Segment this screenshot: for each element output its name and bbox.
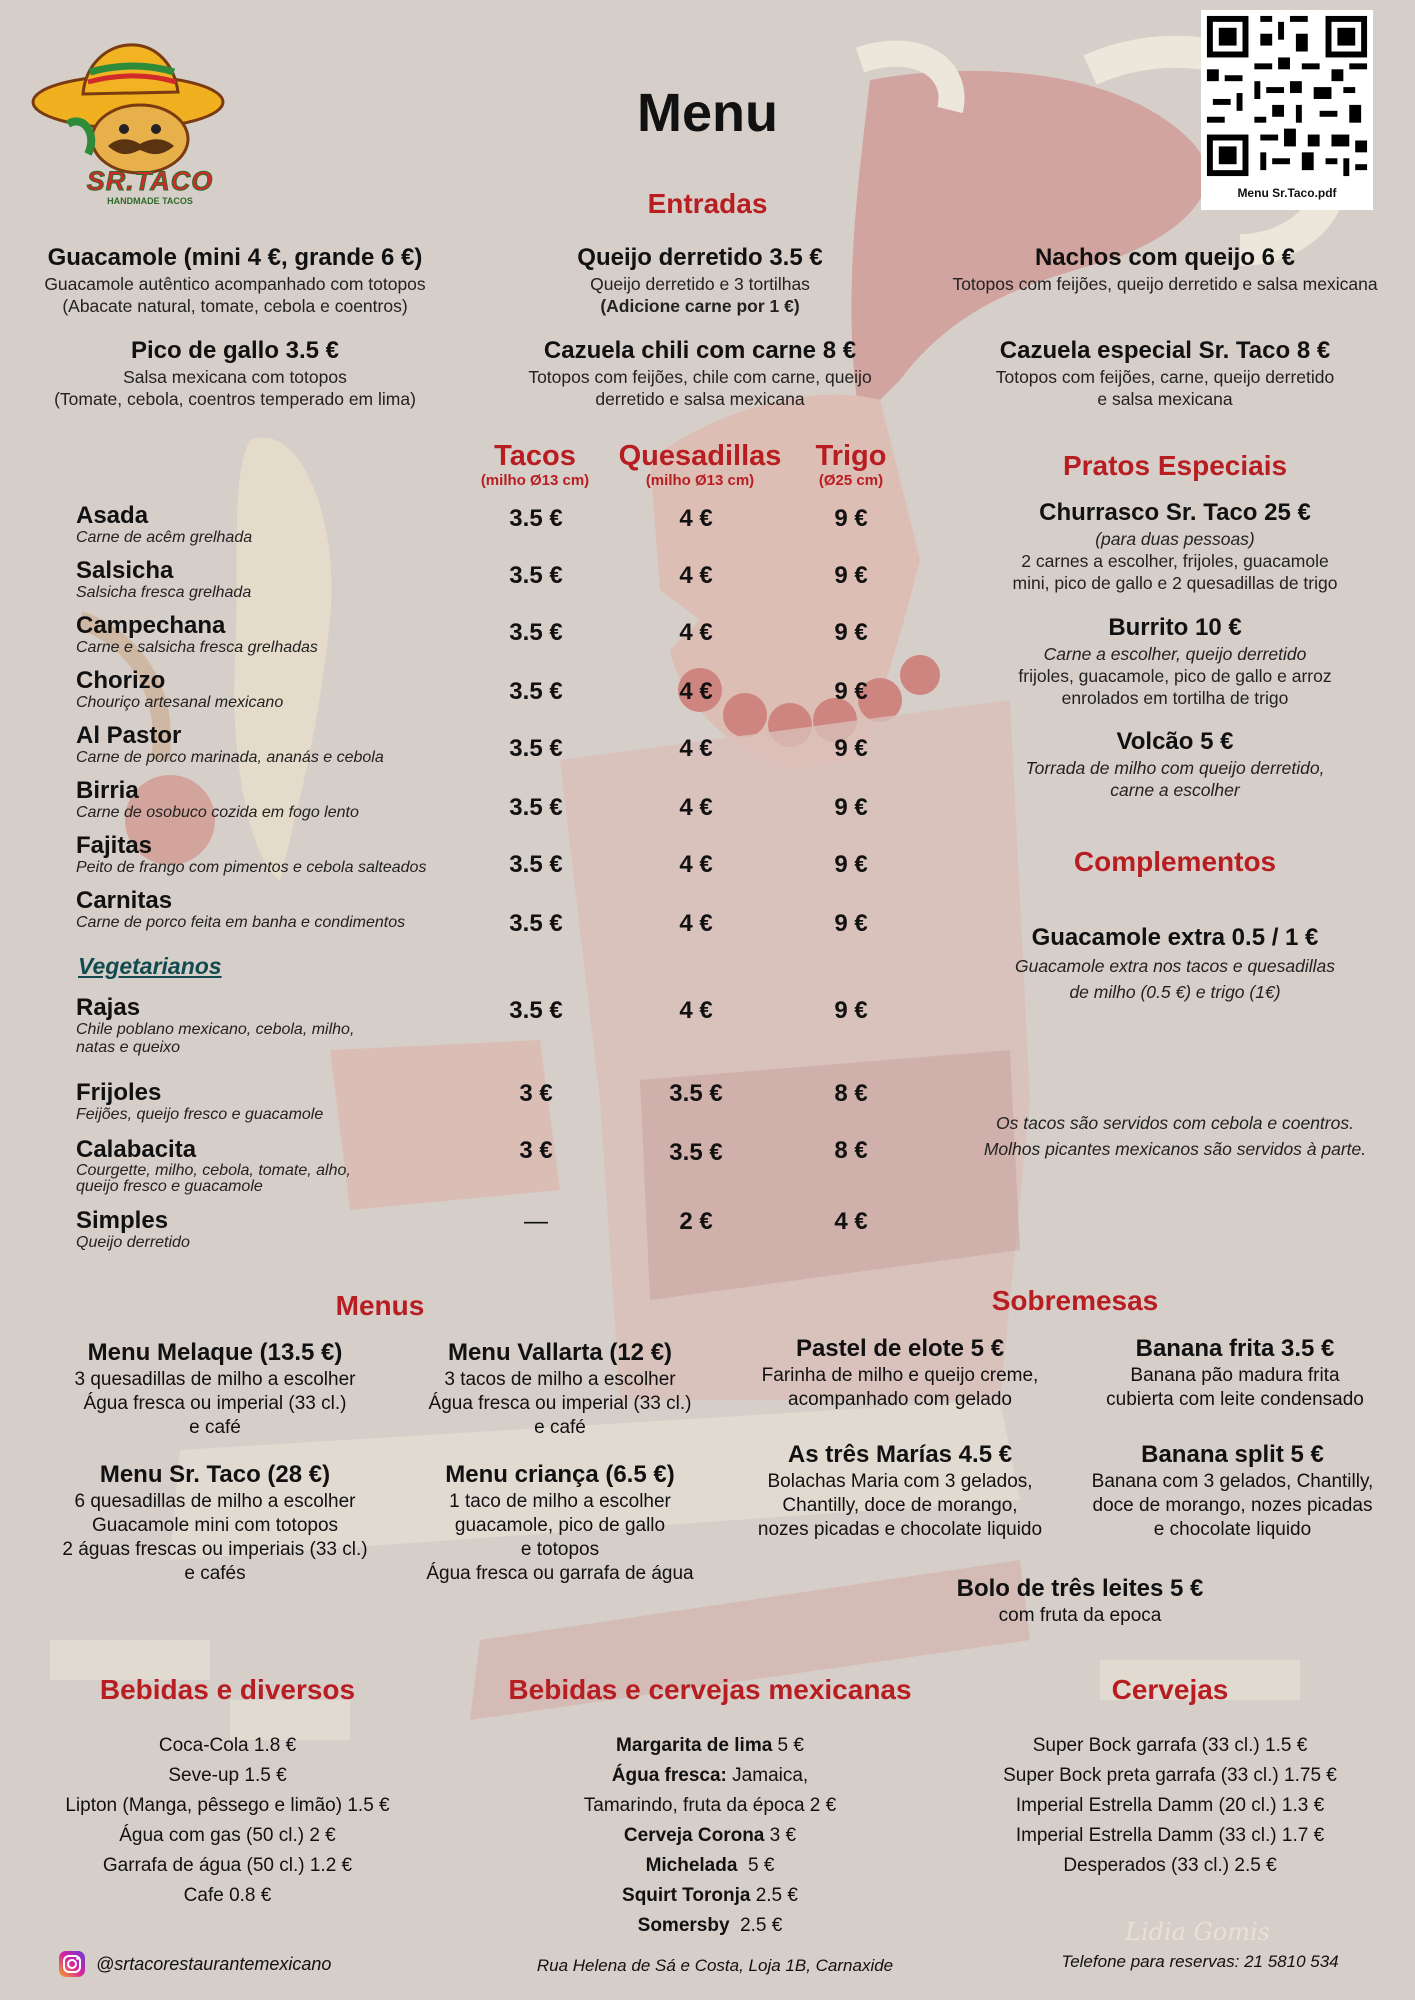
taco-name: Campechana xyxy=(76,612,226,639)
taco-row-campechana xyxy=(76,613,896,663)
taco-name: Asada xyxy=(76,502,149,529)
menu-name: Menu criança (6.5 €) xyxy=(445,1461,675,1488)
drink-name: Cerveja Corona xyxy=(623,1825,765,1846)
menus-heading: Menus xyxy=(335,1290,425,1321)
price-tacos: — xyxy=(524,1208,548,1235)
taco-desc: Peito de frango com pimentos e cebola salteados xyxy=(76,859,427,876)
sobremesa-desc: acompanhado com gelado xyxy=(788,1389,1012,1410)
taco-row-fajitas xyxy=(76,833,896,883)
menu-desc: Água fresca ou garrafa de água xyxy=(426,1563,694,1584)
price-trigo: 8 € xyxy=(834,1137,868,1164)
menu-desc: e café xyxy=(534,1417,586,1438)
menu-vallarta xyxy=(390,1338,730,1440)
sobremesa-desc: com fruta da epoca xyxy=(998,1605,1162,1626)
drink-price: Jamaica, xyxy=(726,1765,809,1786)
menu-desc: 3 tacos de milho a escolher xyxy=(444,1369,676,1390)
taco-name: Fajitas xyxy=(76,832,153,859)
taco-desc: Carne de porco marinada, ananás e cebola xyxy=(76,749,384,766)
col-title: Tacos xyxy=(494,440,576,472)
mexicana-item xyxy=(480,1911,940,1941)
sobremesa-desc: e chocolate liquido xyxy=(1153,1519,1312,1540)
instagram-text: @srtacorestaurantemexicano xyxy=(96,1953,332,1974)
price-tacos: 3.5 € xyxy=(509,562,563,589)
sobremesa-bolo xyxy=(880,1574,1280,1628)
mexicana-item xyxy=(480,1731,940,1761)
entrada-cazuela-especial xyxy=(930,336,1400,410)
price-tacos: 3.5 € xyxy=(509,505,563,532)
taco-name: Chorizo xyxy=(76,667,166,694)
especial-name: Volcão 5 € xyxy=(1116,728,1234,755)
entrada-name: Queijo derretido 3.5 € xyxy=(577,244,823,271)
menu-desc: Água fresca ou imperial (33 cl.) xyxy=(428,1393,692,1414)
taco-desc: Chouriço artesanal mexicano xyxy=(76,694,284,711)
drink-name: Michelada xyxy=(645,1855,738,1876)
price-quesadillas: 4 € xyxy=(679,997,713,1024)
taco-name: Salsicha xyxy=(76,557,174,584)
taco-desc: Carne de osobuco cozida em fogo lento xyxy=(76,804,359,821)
especial-desc: 2 carnes a escolher, frijoles, guacamole xyxy=(1021,551,1329,571)
entrada-desc: (Abacate natural, tomate, cebola e coentros) xyxy=(62,296,408,316)
mexicanas-list xyxy=(480,1731,940,1941)
logo xyxy=(28,14,238,214)
entrada-desc: Queijo derretido e 3 tortilhas xyxy=(590,274,810,294)
menu-melaque xyxy=(20,1338,410,1440)
complementos-heading: Complementos xyxy=(1073,846,1277,877)
col-title: Trigo xyxy=(815,440,887,472)
taco-row-asada xyxy=(76,503,896,553)
price-trigo: 9 € xyxy=(834,735,868,762)
drink-price: 2.5 € xyxy=(729,1915,783,1936)
note-line: Molhos picantes mexicanos são servidos à parte. xyxy=(983,1139,1367,1159)
sobremesas-heading: Sobremesas xyxy=(991,1285,1159,1316)
entrada-guacamole xyxy=(20,243,450,317)
bebida-item: Coca-Cola 1.8 € xyxy=(158,1735,297,1756)
mexicana-item xyxy=(480,1851,940,1881)
price-tacos: 3.5 € xyxy=(509,678,563,705)
entrada-desc: (Tomate, cebola, coentros temperado em lima) xyxy=(54,389,416,409)
complemento-desc: Guacamole extra nos tacos e quesadillas xyxy=(1014,956,1336,976)
entrada-queijo xyxy=(480,243,920,317)
mexicana-item xyxy=(480,1881,940,1911)
mexicana-item xyxy=(480,1791,940,1821)
sobremesa-name: Banana split 5 € xyxy=(1141,1441,1324,1468)
menu-sr-taco xyxy=(20,1460,410,1586)
note-line: Os tacos são servidos com cebola e coentros. xyxy=(996,1113,1354,1133)
price-quesadillas: 4 € xyxy=(679,794,713,821)
price-tacos: 3.5 € xyxy=(509,735,563,762)
entrada-desc: e salsa mexicana xyxy=(1097,389,1233,409)
bebida-item: Água com gas (50 cl.) 2 € xyxy=(119,1825,336,1846)
sobremesa-desc: cubierta com leite condensado xyxy=(1106,1389,1364,1410)
entrada-name: Cazuela especial Sr. Taco 8 € xyxy=(999,337,1331,364)
price-quesadillas: 4 € xyxy=(679,851,713,878)
price-tacos: 3 € xyxy=(519,1137,553,1164)
especiais-heading: Pratos Especiais xyxy=(1062,450,1288,481)
serving-note xyxy=(940,1110,1410,1162)
price-quesadillas: 4 € xyxy=(679,678,713,705)
price-trigo: 8 € xyxy=(834,1080,868,1107)
mexicanas-heading: Bebidas e cervejas mexicanas xyxy=(508,1674,912,1705)
menu-desc: e totopos xyxy=(520,1539,600,1560)
entrada-name: Nachos com queijo 6 € xyxy=(1034,244,1296,271)
drink-price: 5 € xyxy=(737,1855,775,1876)
bebida-item: Seve-up 1.5 € xyxy=(168,1765,287,1786)
entrada-cazuela-chili xyxy=(480,336,920,410)
taco-row-carnitas xyxy=(76,888,896,938)
price-quesadillas: 3.5 € xyxy=(669,1139,723,1166)
cerveja-item: Super Bock preta garrafa (33 cl.) 1.75 € xyxy=(1003,1765,1337,1786)
bebida-item: Garrafa de água (50 cl.) 1.2 € xyxy=(102,1855,353,1876)
entradas-heading: Entradas xyxy=(647,188,768,219)
taco-name: Simples xyxy=(76,1207,169,1234)
cerveja-item: Super Bock garrafa (33 cl.) 1.5 € xyxy=(1032,1735,1308,1756)
especial-desc: Torrada de milho com queijo derretido, xyxy=(1025,758,1325,778)
col-header-quesadillas xyxy=(610,440,790,489)
complemento-desc: de milho (0.5 €) e trigo (1€) xyxy=(1069,982,1281,1002)
taco-desc: queijo fresco e guacamole xyxy=(76,1178,263,1195)
taco-name: Al Pastor xyxy=(76,722,182,749)
menu-desc: guacamole, pico de gallo xyxy=(454,1515,666,1536)
price-quesadillas: 4 € xyxy=(679,735,713,762)
qr-icon xyxy=(1201,10,1373,182)
mexicana-item xyxy=(480,1821,940,1851)
logo-text: SR.TACO xyxy=(86,166,214,196)
entrada-desc: (Adicione carne por 1 €) xyxy=(600,296,800,316)
logo-subtext: HANDMADE TACOS xyxy=(107,196,193,206)
sobremesa-name: As três Marías 4.5 € xyxy=(787,1441,1013,1468)
taco-row-simples xyxy=(76,1208,896,1258)
sobremesa-name: Bolo de três leites 5 € xyxy=(956,1575,1204,1602)
especial-desc: frijoles, guacamole, pico de gallo e arroz xyxy=(1018,666,1332,686)
menu-name: Menu Vallarta (12 €) xyxy=(447,1339,673,1366)
sobremesa-desc: Bolachas Maria com 3 gelados, xyxy=(767,1471,1033,1492)
cerveja-item: Imperial Estrella Damm (20 cl.) 1.3 € xyxy=(1015,1795,1325,1816)
entrada-name: Cazuela chili com carne 8 € xyxy=(543,337,857,364)
price-trigo: 9 € xyxy=(834,562,868,589)
especial-desc: carne a escolher xyxy=(1110,780,1240,800)
col-title: Quesadillas xyxy=(618,440,782,472)
col-sub: (milho Ø13 cm) xyxy=(645,472,755,489)
drink-price: Tamarindo, fruta da época 2 € xyxy=(583,1795,837,1816)
price-trigo: 9 € xyxy=(834,794,868,821)
taco-desc: Feijões, queijo fresco e guacamole xyxy=(76,1106,324,1123)
especial-desc: enrolados em tortilha de trigo xyxy=(1061,688,1289,708)
sobremesa-desc: doce de morango, nozes picadas xyxy=(1092,1495,1373,1516)
col-header-trigo xyxy=(800,440,902,489)
sobremesa-desc: Banana com 3 gelados, Chantilly, xyxy=(1091,1471,1374,1492)
taco-row-frijoles xyxy=(76,1080,896,1130)
drink-price: 2.5 € xyxy=(750,1885,798,1906)
cerveja-item: Imperial Estrella Damm (33 cl.) 1.7 € xyxy=(1015,1825,1325,1846)
sobremesa-desc: Chantilly, doce de morango, xyxy=(782,1495,1018,1516)
taco-row-calabacita xyxy=(76,1137,896,1197)
menu-desc: e café xyxy=(189,1417,241,1438)
price-quesadillas: 3.5 € xyxy=(669,1080,723,1107)
entrada-desc: Totopos com feijões, carne, queijo derretido xyxy=(995,367,1335,387)
sobremesa-tres-marias xyxy=(730,1440,1070,1542)
sobremesa-banana-split xyxy=(1060,1440,1405,1542)
taco-desc: Courgette, milho, cebola, tomate, alho, xyxy=(76,1162,351,1179)
taco-row-salsicha xyxy=(76,558,896,608)
taco-name: Rajas xyxy=(76,994,141,1021)
entrada-name: Pico de gallo 3.5 € xyxy=(130,337,340,364)
price-quesadillas: 4 € xyxy=(679,910,713,937)
drink-price: 5 € xyxy=(772,1735,804,1756)
cerveja-item: Desperados (33 cl.) 2.5 € xyxy=(1063,1855,1277,1876)
price-trigo: 9 € xyxy=(834,619,868,646)
cervejas-heading: Cervejas xyxy=(1111,1674,1229,1705)
bebidas-heading: Bebidas e diversos xyxy=(99,1674,356,1705)
drink-name: Squirt Toronja xyxy=(622,1885,751,1906)
price-quesadillas: 4 € xyxy=(679,505,713,532)
entrada-pico xyxy=(20,336,450,410)
taco-name: Calabacita xyxy=(76,1136,197,1163)
taco-row-birria xyxy=(76,778,896,828)
price-trigo: 9 € xyxy=(834,505,868,532)
price-trigo: 9 € xyxy=(834,910,868,937)
entrada-name: Guacamole (mini 4 €, grande 6 €) xyxy=(47,244,423,271)
bebida-item: Lipton (Manga, pêssego e limão) 1.5 € xyxy=(65,1795,390,1816)
especial-name: Churrasco Sr. Taco 25 € xyxy=(1039,499,1311,526)
price-tacos: 3.5 € xyxy=(509,619,563,646)
price-quesadillas: 4 € xyxy=(679,619,713,646)
menu-desc: Guacamole mini com totopos xyxy=(91,1515,339,1536)
drink-price: 3 € xyxy=(764,1825,797,1846)
price-tacos: 3.5 € xyxy=(509,794,563,821)
taco-desc: Carne e salsicha fresca grelhadas xyxy=(76,639,318,656)
taco-desc: Chile poblano mexicano, cebola, milho, xyxy=(76,1021,355,1038)
menu-desc: 3 quesadillas de milho a escolher xyxy=(74,1369,356,1390)
col-header-tacos xyxy=(470,440,600,489)
menu-name: Menu Melaque (13.5 €) xyxy=(87,1339,343,1366)
footer-address: Rua Helena de Sá e Costa, Loja 1B, Carnaxide xyxy=(536,1956,894,1975)
artist-signature: Lidia Gomis xyxy=(1125,1918,1270,1946)
drink-name: Margarita de lima xyxy=(616,1735,773,1756)
sobremesa-banana-frita xyxy=(1070,1334,1400,1412)
instagram-handle[interactable] xyxy=(58,1950,331,1978)
especial-desc: (para duas pessoas) xyxy=(1095,529,1255,549)
menu-desc: 2 águas frescas ou imperiais (33 cl.) xyxy=(62,1539,368,1560)
bebidas-list xyxy=(20,1731,435,1911)
sobremesa-name: Pastel de elote 5 € xyxy=(795,1335,1005,1362)
taco-name: Birria xyxy=(76,777,139,804)
taco-desc: natas e queixo xyxy=(76,1039,181,1056)
qr-caption: Menu Sr.Taco.pdf xyxy=(1237,186,1337,200)
sobremesa-name: Banana frita 3.5 € xyxy=(1135,1335,1335,1362)
col-sub: (milho Ø13 cm) xyxy=(480,472,590,489)
footer-phone: Telefone para reservas: 21 5810 534 xyxy=(1061,1952,1339,1971)
sobremesa-desc: Banana pão madura frita xyxy=(1130,1365,1340,1386)
vegetarianos-heading: Vegetarianos xyxy=(78,953,222,979)
price-tacos: 3.5 € xyxy=(509,997,563,1024)
menu-name: Menu Sr. Taco (28 €) xyxy=(99,1461,331,1488)
complemento-name: Guacamole extra 0.5 / 1 € xyxy=(1031,924,1319,951)
especial-volcao xyxy=(960,727,1390,801)
price-trigo: 9 € xyxy=(834,678,868,705)
menu-crianca xyxy=(390,1460,730,1586)
especial-churrasco xyxy=(960,498,1390,594)
taco-row-chorizo xyxy=(76,668,896,718)
price-quesadillas: 4 € xyxy=(679,562,713,589)
complemento-guacamole xyxy=(960,923,1390,1005)
instagram-icon xyxy=(58,1950,86,1978)
entrada-desc: Totopos com feijões, queijo derretido e salsa mexicana xyxy=(952,274,1378,294)
entrada-desc: Guacamole autêntico acompanhado com totopos xyxy=(44,274,426,294)
especial-desc: mini, pico de gallo e 2 quesadillas de trigo xyxy=(1012,573,1338,593)
especial-name: Burrito 10 € xyxy=(1108,614,1242,641)
drink-name: Água fresca: xyxy=(611,1765,727,1786)
taco-name: Frijoles xyxy=(76,1079,162,1106)
price-tacos: 3.5 € xyxy=(509,851,563,878)
especial-burrito xyxy=(960,613,1390,709)
price-trigo: 9 € xyxy=(834,997,868,1024)
qr-code[interactable] xyxy=(1201,10,1373,210)
cervejas-list xyxy=(950,1731,1390,1881)
price-quesadillas: 2 € xyxy=(679,1208,713,1235)
bebida-item: Cafe 0.8 € xyxy=(183,1885,272,1906)
sobremesa-desc: nozes picadas e chocolate liquido xyxy=(757,1519,1043,1540)
taco-desc: Carne de porco feita em banha e condimentos xyxy=(76,914,406,931)
taco-row-rajas xyxy=(76,995,896,1065)
taco-desc: Queijo derretido xyxy=(76,1234,190,1251)
taco-desc: Salsicha fresca grelhada xyxy=(76,584,252,601)
mexicana-item xyxy=(480,1761,940,1791)
entrada-desc: Totopos com feijões, chile com carne, queijo xyxy=(528,367,872,387)
price-tacos: 3.5 € xyxy=(509,910,563,937)
taco-name: Carnitas xyxy=(76,887,173,914)
col-sub: (Ø25 cm) xyxy=(818,472,884,489)
price-trigo: 4 € xyxy=(834,1208,868,1235)
price-tacos: 3 € xyxy=(519,1080,553,1107)
entrada-desc: derretido e salsa mexicana xyxy=(595,389,805,409)
entrada-nachos xyxy=(930,243,1400,295)
taco-desc: Carne de acêm grelhada xyxy=(76,529,253,546)
menu-desc: 6 quesadillas de milho a escolher xyxy=(74,1491,356,1512)
menu-desc: e cafés xyxy=(184,1563,246,1584)
taco-row-al-pastor xyxy=(76,723,896,773)
price-trigo: 9 € xyxy=(834,851,868,878)
especial-desc: Carne a escolher, queijo derretido xyxy=(1043,644,1307,664)
sobremesa-desc: Farinha de milho e queijo creme, xyxy=(761,1365,1039,1386)
sobremesa-pastel xyxy=(730,1334,1070,1412)
page-title: Menu xyxy=(637,83,778,143)
entrada-desc: Salsa mexicana com totopos xyxy=(123,367,347,387)
drink-name: Somersby xyxy=(637,1915,730,1936)
menu-desc: Água fresca ou imperial (33 cl.) xyxy=(83,1393,347,1414)
menu-desc: 1 taco de milho a escolher xyxy=(449,1491,671,1512)
